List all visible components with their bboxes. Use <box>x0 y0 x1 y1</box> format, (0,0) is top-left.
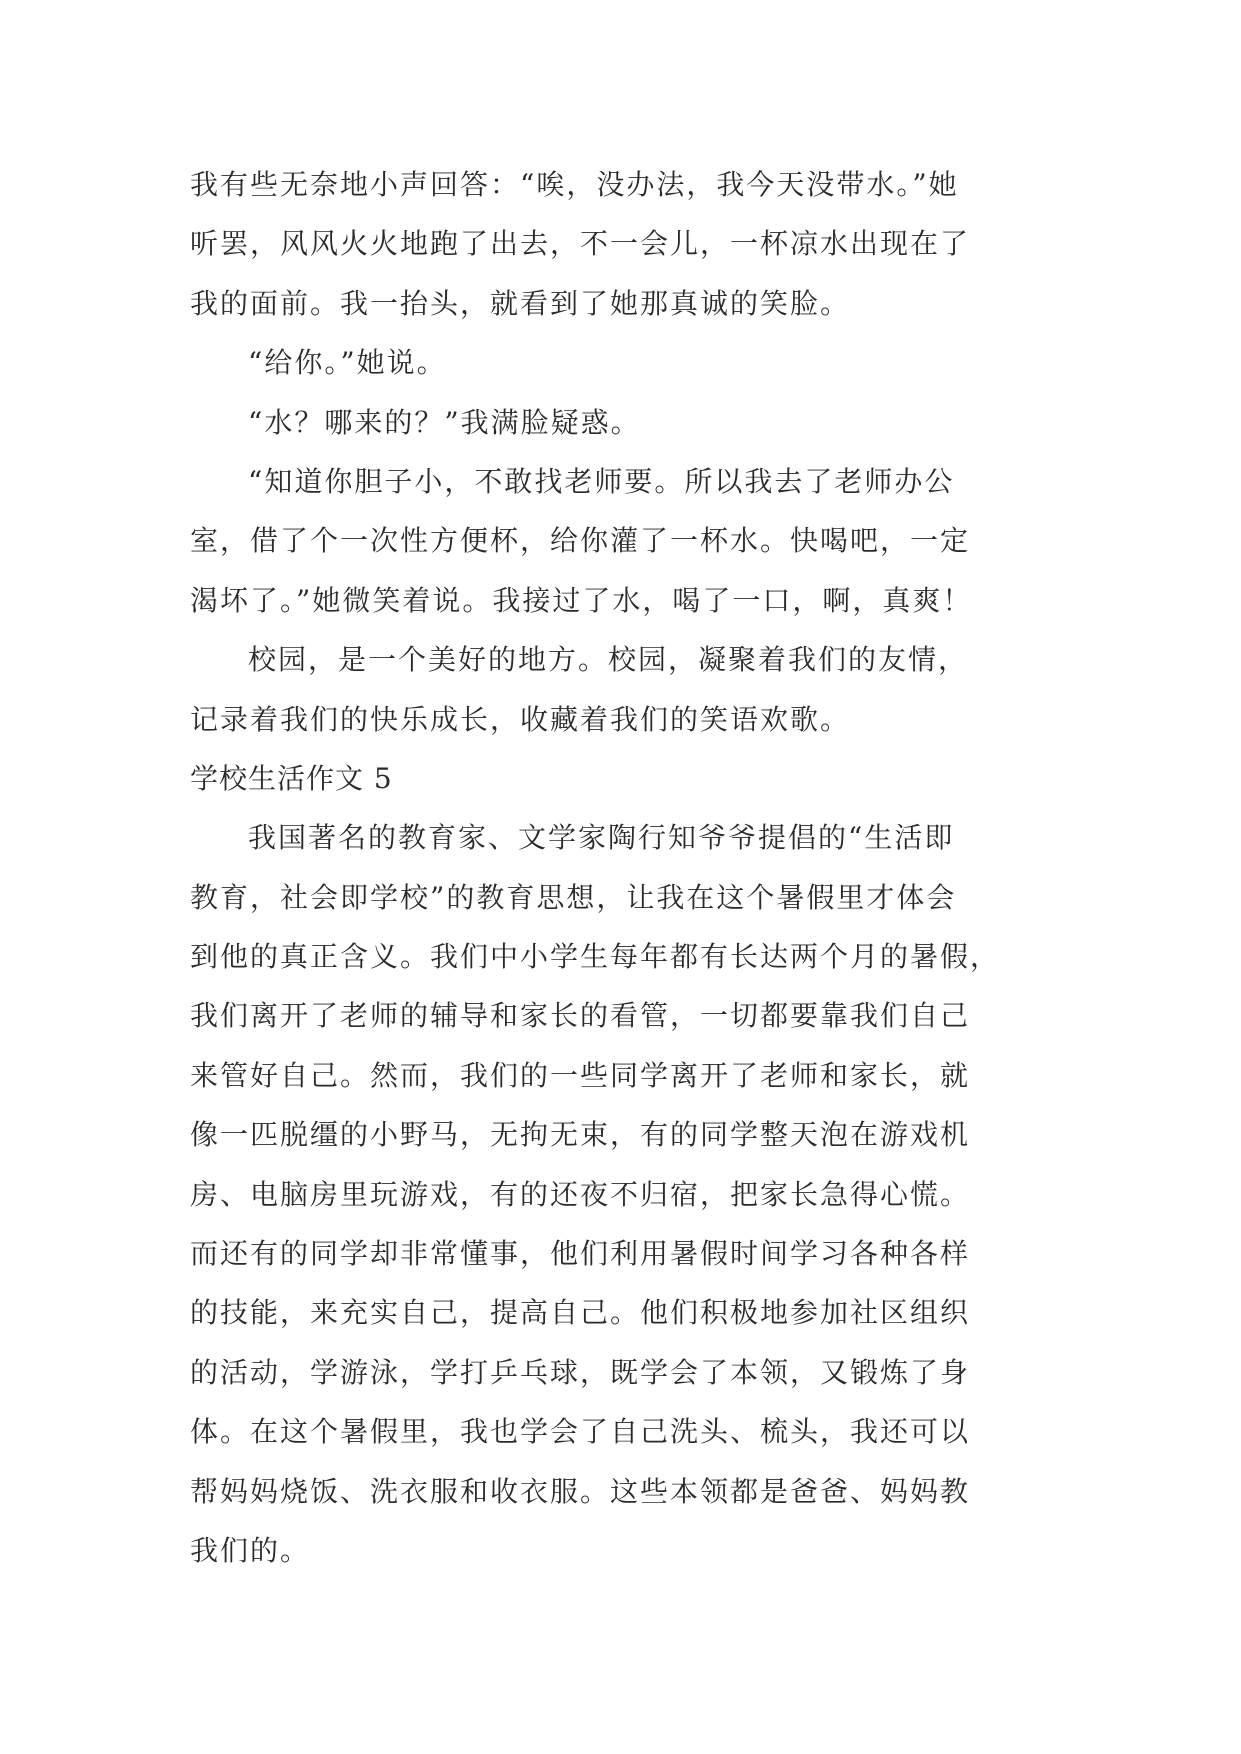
text-line: 校园，是一个美好的地方。校园，凝聚着我们的友情， <box>248 643 969 677</box>
text-line: 的技能，来充实自己，提高自己。他们积极地参加社区组织 <box>190 1296 971 1330</box>
text-line: 而还有的同学却非常懂事，他们利用暑假时间学习各种各样 <box>190 1237 971 1271</box>
text-line: 渴坏了。”她微笑着说。我接过了水，喝了一口，啊，真爽！ <box>190 583 973 617</box>
document-body <box>190 155 1060 1580</box>
text-line: 我国著名的教育家、文学家陶行知爷爷提倡的“生活即 <box>248 821 955 855</box>
text-line: 的活动，学游泳，学打乒乓球，既学会了本领，又锻炼了身 <box>190 1355 971 1389</box>
text-line: 像一匹脱缰的小野马，无拘无束，有的同学整天泡在游戏机 <box>190 1118 971 1152</box>
text-line: “水？哪来的？”我满脸疑惑。 <box>248 405 641 439</box>
text-line: 听罢，风风火火地跑了出去，不一会儿，一杯凉水出现在了 <box>190 227 971 261</box>
text-line: “给你。”她说。 <box>248 346 447 380</box>
text-line: 我的面前。我一抬头，就看到了她那真诚的笑脸。 <box>190 286 851 320</box>
text-line: 体。在这个暑假里，我也学会了自己洗头、梳头，我还可以 <box>190 1415 971 1449</box>
text-line: 房、电脑房里玩游戏，有的还夜不归宿，把家长急得心慌。 <box>190 1177 971 1211</box>
text-line: 帮妈妈烧饭、洗衣服和收衣服。这些本领都是爸爸、妈妈教 <box>190 1474 971 1508</box>
text-line: 记录着我们的快乐成长，收藏着我们的笑语欢歌。 <box>190 702 851 736</box>
text-line: “知道你胆子小，不敢找老师要。所以我去了老师办公 <box>248 464 955 498</box>
text-line: 我们的。 <box>190 1533 311 1567</box>
text-line: 我有些无奈地小声回答：“唉，没办法，我今天没带水。”她 <box>190 168 959 201</box>
text-line: 室，借了个一次性方便杯，给你灌了一杯水。快喝吧，一定 <box>190 524 971 558</box>
text-line: 我们离开了老师的辅导和家长的看管，一切都要靠我们自己 <box>190 999 971 1033</box>
text-line: 到他的真正含义。我们中小学生每年都有长达两个月的暑假， <box>190 940 1001 974</box>
section-heading: 学校生活作文 5 <box>190 761 393 795</box>
text-line: 教育，社会即学校”的教育思想，让我在这个暑假里才体会 <box>190 880 957 914</box>
text-line: 来管好自己。然而，我们的一些同学离开了老师和家长，就 <box>190 1058 971 1092</box>
